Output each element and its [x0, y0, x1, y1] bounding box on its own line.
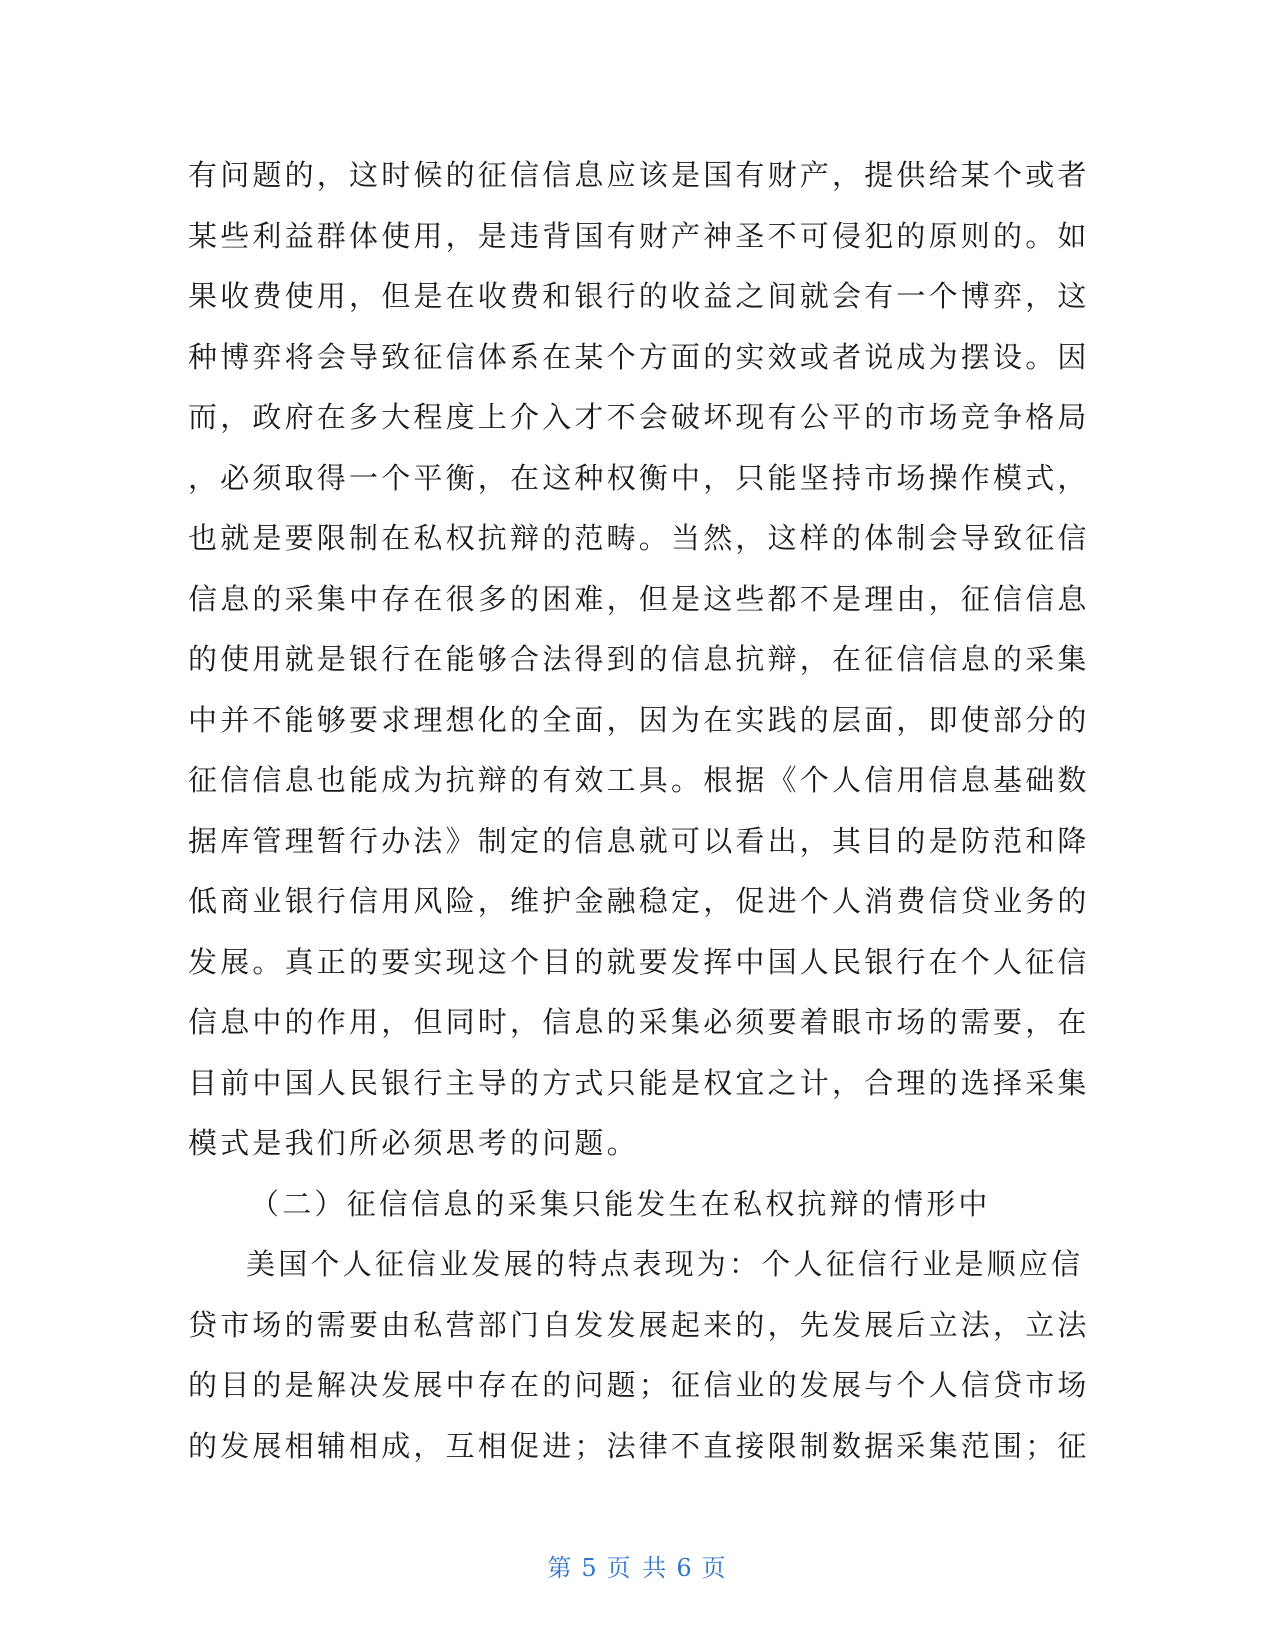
- text-line: 信息中的作用，但同时，信息的采集必须要着眼市场的需要，在: [188, 1005, 1090, 1039]
- text-line: 而，政府在多大程度上介入才不会破坏现有公平的市场竞争格局: [188, 400, 1090, 434]
- footer-prefix: 第: [547, 1554, 574, 1582]
- text-line: 某些利益群体使用，是违背国有财产神圣不可侵犯的原则的。如: [188, 218, 1090, 253]
- text-line: 美国个人征信业发展的特点表现为：个人征信行业是顺应信: [246, 1247, 1084, 1281]
- text-line: 发展。真正的要实现这个目的就要发挥中国人民银行在个人征信: [188, 944, 1090, 979]
- text-line: 据库管理暂行办法》制定的信息就可以看出，其目的是防范和降: [188, 823, 1090, 858]
- text-line: 有问题的，这时候的征信信息应该是国有财产，提供给某个或者: [188, 158, 1090, 192]
- text-line: 的发展相辅相成，互相促进；法律不直接限制数据采集范围；征: [188, 1428, 1090, 1463]
- text-line: 信息的采集中存在很多的困难，但是这些都不是理由，征信信息: [188, 581, 1090, 616]
- total-page-number: 6: [676, 1554, 694, 1582]
- text-line: 模式是我们所必须思考的问题。: [188, 1126, 639, 1160]
- text-line: 征信信息也能成为抗辩的有效工具。根据《个人信用信息基础数: [188, 763, 1090, 797]
- text-line: 的使用就是银行在能够合法得到的信息抗辩，在征信信息的采集: [188, 642, 1090, 676]
- text-line: ，必须取得一个平衡，在这种权衡中，只能坚持市场操作模式，: [188, 460, 1090, 495]
- section-heading: （二）征信信息的采集只能发生在私权抗辩的情形中: [250, 1186, 991, 1221]
- body-text: [188, 145, 1090, 1476]
- text-line: 也就是要限制在私权抗辩的范畴。当然，这样的体制会导致征信: [188, 521, 1090, 555]
- text-line: 低商业银行信用风险，维护金融稳定，促进个人消费信贷业务的: [188, 884, 1090, 918]
- footer-suffix: 页: [701, 1554, 728, 1582]
- text-line: 的目的是解决发展中存在的问题；征信业的发展与个人信贷市场: [188, 1368, 1090, 1402]
- text-line: 贷市场的需要由私营部门自发发展起来的，先发展后立法，立法: [188, 1307, 1090, 1342]
- page-footer: [0, 1548, 1275, 1583]
- footer-middle: 页 共: [606, 1554, 669, 1582]
- text-line: 果收费使用，但是在收费和银行的收益之间就会有一个博弈，这: [188, 279, 1090, 313]
- text-line: 中并不能够要求理想化的全面，因为在实践的层面，即使部分的: [188, 702, 1090, 737]
- text-line: 种博弈将会导致征信体系在某个方面的实效或者说成为摆设。因: [188, 339, 1090, 374]
- current-page-number: 5: [581, 1554, 599, 1582]
- text-line: 目前中国人民银行主导的方式只能是权宜之计，合理的选择采集: [188, 1065, 1090, 1100]
